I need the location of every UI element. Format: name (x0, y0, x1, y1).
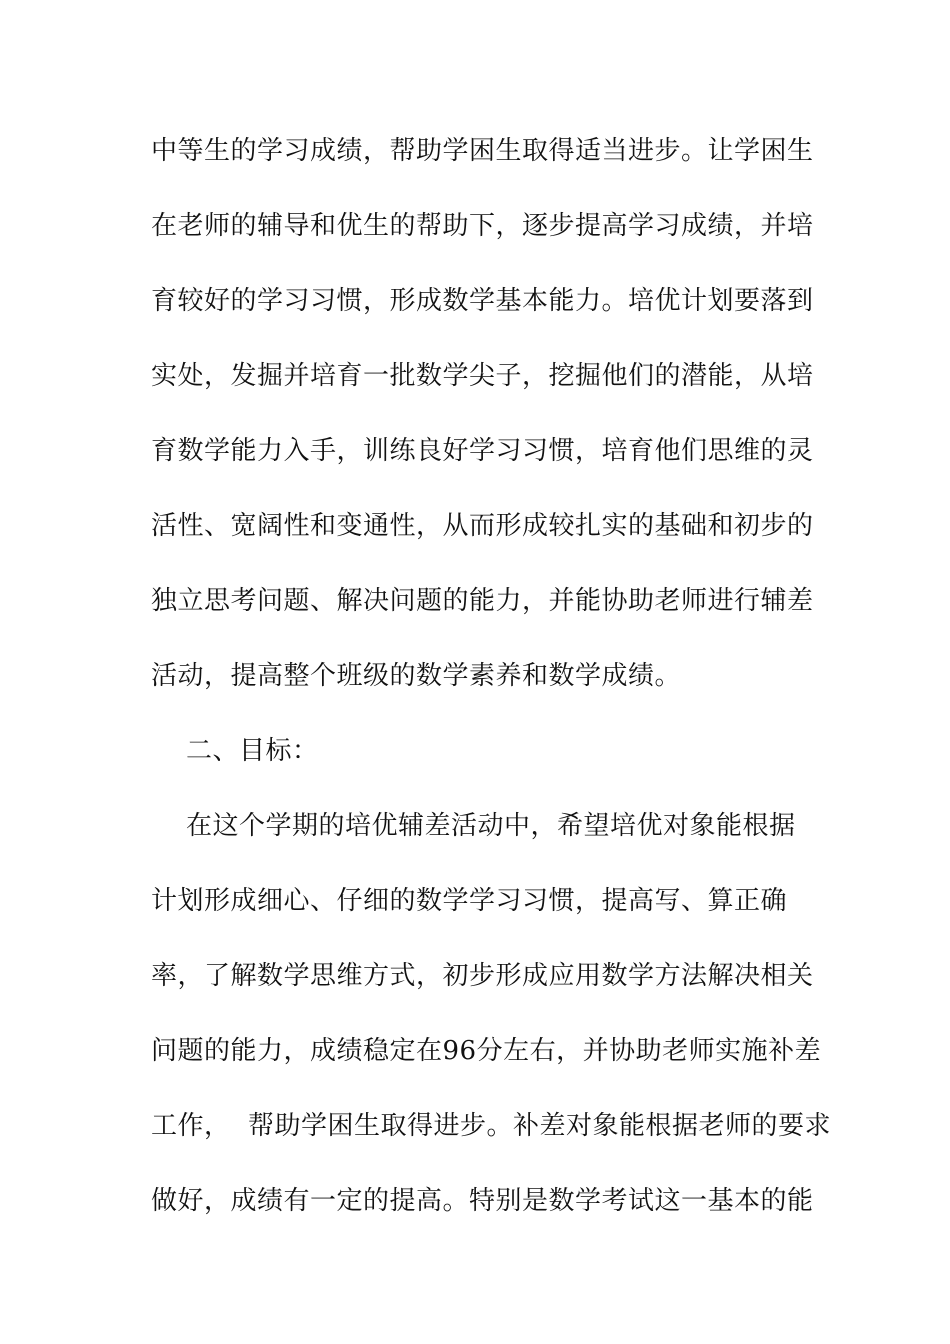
text-line: 中等生的学习成绩，帮助学困生取得适当进步。让学困生 (151, 136, 814, 166)
text-line: 育较好的学习习惯，形成数学基本能力。培优计划要落到 (151, 286, 814, 316)
text-line: 在老师的辅导和优生的帮助下，逐步提高学习成绩，并培 (151, 211, 814, 241)
text-line: 做好，成绩有一定的提高。特别是数学考试这一基本的能 (151, 1186, 814, 1216)
text-line: 率，了解数学思维方式，初步形成应用数学方法解决相关 (151, 961, 814, 991)
text-line: 实处，发掘并培育一批数学尖子，挖掘他们的潜能，从培 (151, 361, 814, 391)
text-line: 育数学能力入手，训练良好学习习惯，培育他们思维的灵 (151, 436, 814, 466)
text-line: 活动，提高整个班级的数学素养和数学成绩。 (151, 661, 682, 691)
section-heading: 二、目标： (151, 736, 319, 766)
text-line: 计划形成细心、仔细的数学学习习惯，提高写、算正确 (151, 886, 788, 916)
text-line: 在这个学期的培优辅差活动中，希望培优对象能根据 (151, 811, 796, 841)
text-line: 独立思考问题、解决问题的能力，并能协助老师进行辅差 (151, 586, 814, 616)
text-line: 活性、宽阔性和变通性，从而形成较扎实的基础和初步的 (151, 511, 814, 541)
text-line: 问题的能力，成绩稳定在96分左右，并协助老师实施补差 (151, 1036, 822, 1066)
text-line: 工作， 帮助学困生取得进步。补差对象能根据老师的要求 (151, 1111, 832, 1141)
